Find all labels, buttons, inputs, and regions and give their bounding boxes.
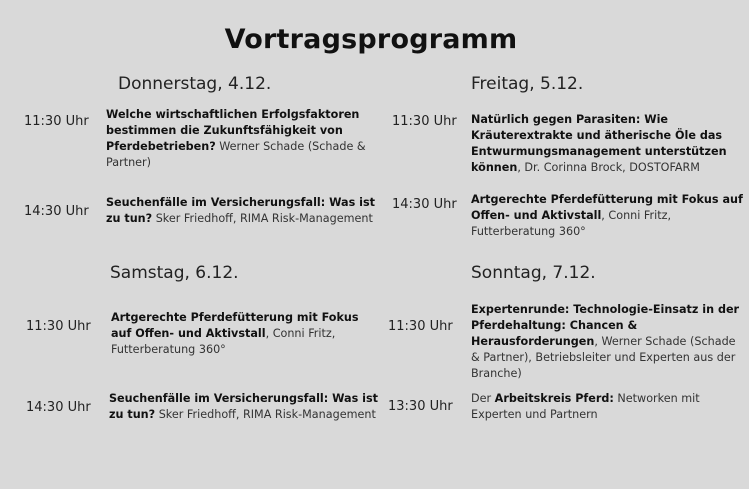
page-title: Vortragsprogramm [224, 24, 518, 55]
time-label: 11:30 Uhr [24, 114, 89, 129]
talk-speaker: Networken mit Experten und Partnern [471, 392, 700, 421]
talk-entry [471, 192, 745, 240]
talk-entry [471, 112, 747, 176]
day-heading-saturday: Samstag, 6.12. [110, 263, 239, 283]
time-label: 11:30 Uhr [392, 114, 457, 129]
talk-entry [106, 195, 380, 227]
talk-speaker: , Werner Schade (Schade & Partner), Betriebsleiter und Experten aus der Branche) [471, 335, 736, 380]
talk-speaker: Sker Friedhoff, RIMA Risk-Management [155, 408, 376, 421]
talk-speaker: , Conni Fritz, Futterberatung 360° [111, 327, 336, 356]
talk-title: Artgerechte Pferdefütterung mit Fokus auf Offen- und Aktivstall [111, 311, 359, 340]
time-label: 14:30 Uhr [24, 204, 89, 219]
time-label: 13:30 Uhr [388, 399, 453, 414]
day-heading-sunday: Sonntag, 7.12. [471, 263, 596, 283]
talk-title: Natürlich gegen Parasiten: Wie Kräuterextrakte und ätherische Öle das Entwurmungsmanagement unterstützen können [471, 113, 727, 174]
talk-entry [109, 391, 383, 423]
time-label: 14:30 Uhr [392, 197, 457, 212]
talk-title: Artgerechte Pferdefütterung mit Fokus auf Offen- und Aktivstall [471, 193, 743, 222]
talk-speaker: , Conni Fritz, Futterberatung 360° [471, 209, 672, 238]
talk-entry [471, 302, 747, 382]
talk-speaker: , Dr. Corinna Brock, DOSTOFARM [517, 161, 700, 174]
day-heading-thursday: Donnerstag, 4.12. [118, 74, 272, 94]
time-label: 11:30 Uhr [388, 319, 453, 334]
talk-title: Welche wirtschaftlichen Erfolgsfaktoren bestimmen die Zukunftsfähigkeit von Pferdebetrieben? [106, 108, 360, 153]
day-heading-friday: Freitag, 5.12. [471, 74, 584, 94]
talk-prefix: Der [471, 392, 495, 405]
talk-title: Expertenrunde: Technologie-Einsatz in der Pferdehaltung: Chancen & Herausforderungen [471, 303, 740, 348]
talk-speaker: Werner Schade (Schade & Partner) [106, 140, 366, 169]
talk-entry [471, 391, 721, 423]
talk-entry [106, 107, 380, 171]
time-label: 11:30 Uhr [26, 319, 91, 334]
talk-entry [111, 310, 381, 358]
talk-speaker: Sker Friedhoff, RIMA Risk-Management [152, 212, 373, 225]
talk-title: Seuchenfälle im Versicherungsfall: Was ist zu tun? [106, 196, 375, 225]
talk-title: Seuchenfälle im Versicherungsfall: Was ist zu tun? [109, 392, 378, 421]
talk-title: Arbeitskreis Pferd: [494, 392, 614, 405]
time-label: 14:30 Uhr [26, 400, 91, 415]
